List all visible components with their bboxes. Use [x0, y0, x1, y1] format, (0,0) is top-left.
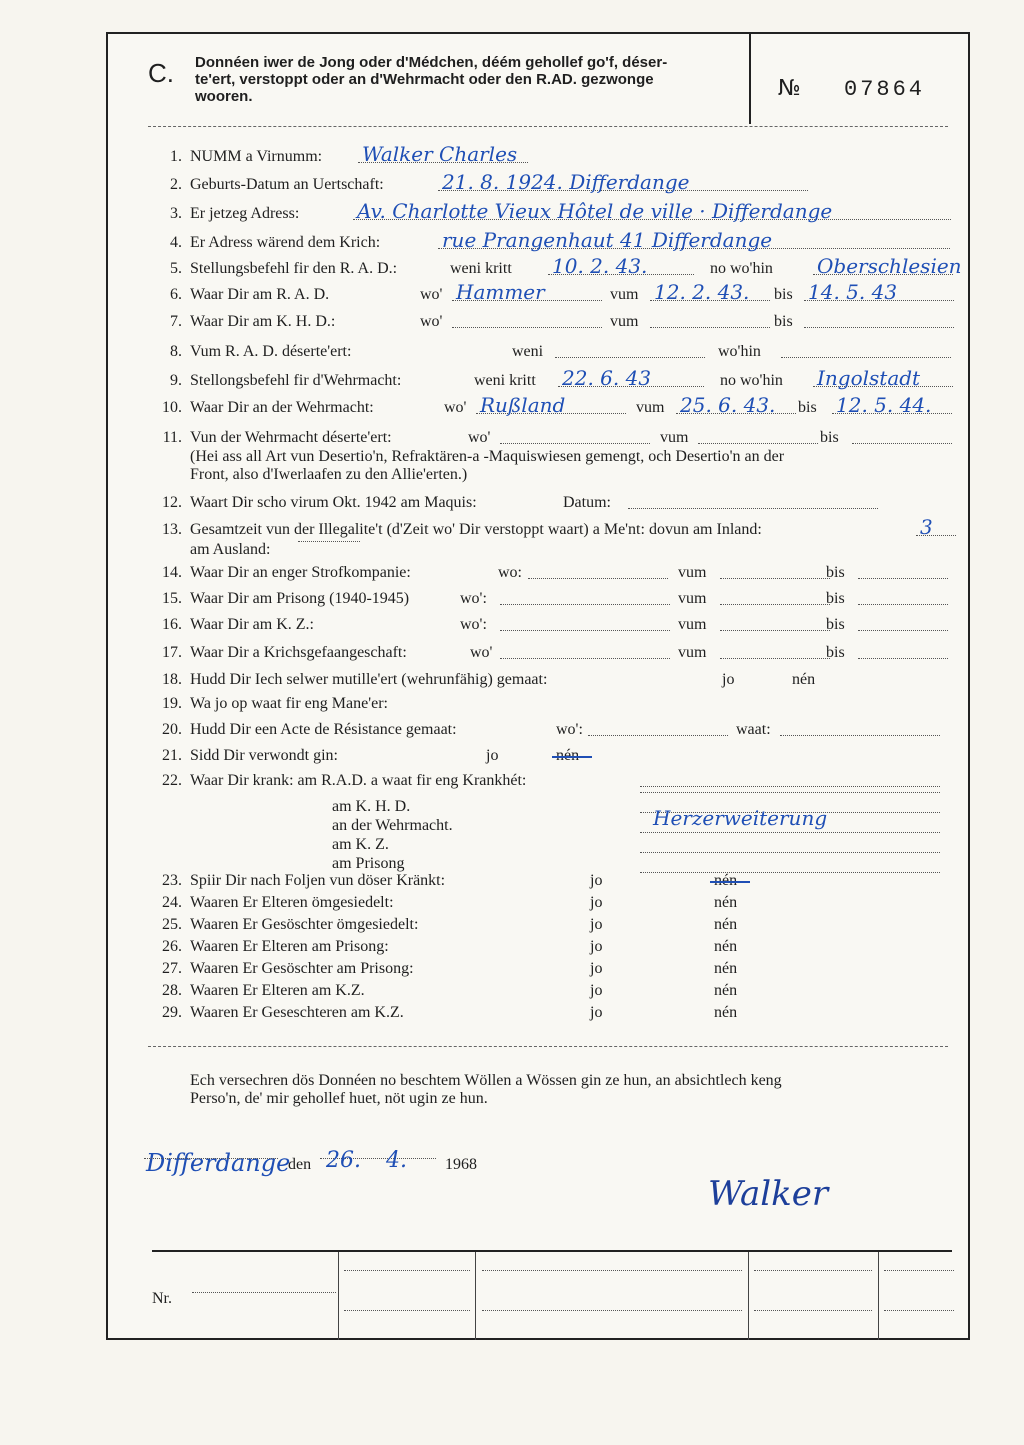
- row-input-field[interactable]: [500, 630, 670, 631]
- row-field-label: weni kritt: [474, 372, 536, 389]
- row-22-handwritten-value: Herzerweiterung: [653, 806, 828, 830]
- date-month-handwritten: 4.: [386, 1148, 407, 1173]
- form-row: [108, 747, 968, 769]
- footer-top-rule: [152, 1250, 952, 1252]
- form-row: [108, 199, 968, 227]
- row-field-label: waat:: [736, 721, 771, 738]
- footer-nr-field[interactable]: [192, 1292, 336, 1293]
- row-number: 19.: [162, 695, 182, 712]
- footer-field[interactable]: [482, 1310, 742, 1311]
- row-number: 25.: [162, 916, 182, 933]
- handwritten-entry: Walker Charles: [362, 142, 518, 166]
- form-row: [108, 280, 968, 308]
- row-field-label: vum: [678, 644, 707, 661]
- row-input-field[interactable]: [698, 443, 818, 444]
- row-field-label: wo':: [460, 590, 487, 607]
- row-field-label: vum: [678, 564, 707, 581]
- row-number: 27.: [162, 960, 182, 977]
- title-line: te'ert, verstoppt oder an d'Wehrmacht oder den R.AD. gezwonge: [195, 71, 654, 88]
- row-22-field[interactable]: [640, 872, 940, 873]
- footer-field[interactable]: [344, 1270, 470, 1271]
- row-number: 1.: [170, 148, 182, 165]
- row-label: Stellungsbefehl fir den R. A. D.:: [190, 260, 398, 277]
- row-field-label: nén: [714, 1004, 738, 1021]
- row-field-label: wo'hin: [718, 343, 761, 360]
- footer-field[interactable]: [754, 1270, 872, 1271]
- declaration-line: Ech versechren dös Donnéen no beschtem Wöllen a Wössen gin ze hun, an absichtlech keng: [190, 1072, 782, 1089]
- footer-field[interactable]: [482, 1270, 742, 1271]
- row-label: Waaren Er Elteren am K.Z.: [190, 982, 365, 999]
- row-field-label: wo': [470, 644, 493, 661]
- row-label: Waaren Er Gesöschter am Prisong:: [190, 960, 414, 977]
- row-13-abroad-field[interactable]: [298, 541, 360, 542]
- row-number: 16.: [162, 616, 182, 633]
- footer-field[interactable]: [754, 1310, 872, 1311]
- row-number: 24.: [162, 894, 182, 911]
- row-field-label: weni: [512, 343, 544, 360]
- title-line: Donnéen iwer de Jong oder d'Médchen, déém gehollef go'f, déser-: [195, 54, 668, 71]
- row-field-label: wo': [444, 399, 467, 416]
- row-field-label: bis: [826, 616, 845, 633]
- row-input-field[interactable]: [500, 443, 650, 444]
- handwritten-entry: 12. 2. 43.: [654, 280, 750, 304]
- form-row: [108, 644, 968, 666]
- row-input-field[interactable]: [628, 508, 878, 509]
- strike-mark: [552, 756, 592, 758]
- handwritten-entry: rue Prangenhaut 41 Differdange: [442, 228, 773, 252]
- row-number: 3.: [170, 205, 182, 222]
- row-input-field[interactable]: [588, 735, 728, 736]
- handwritten-entry: 25. 6. 43.: [680, 393, 776, 417]
- row-label: Geburts-Datum an Uertschaft:: [190, 176, 384, 193]
- row-field-label: Datum:: [563, 494, 611, 511]
- handwritten-entry: Av. Charlotte Vieux Hôtel de ville · Differdange: [357, 199, 833, 223]
- form-row: [108, 590, 968, 612]
- row-field-label: jo: [590, 960, 603, 977]
- date-day-handwritten: 26.: [326, 1148, 361, 1173]
- title-line: wooren.: [195, 88, 253, 105]
- declaration: [190, 1072, 782, 1108]
- row-label: Vun der Wehrmacht déserte'ert:: [190, 429, 392, 446]
- row-label: Waar Dir an der Wehrmacht:: [190, 399, 374, 416]
- form-row: [108, 671, 968, 693]
- row-number: 26.: [162, 938, 182, 955]
- form-row: [108, 982, 968, 1004]
- mid-separator: [148, 1046, 948, 1047]
- form-row: [108, 254, 968, 282]
- row-11-note: [190, 448, 784, 484]
- row-label: Waar Dir am K. H. D.:: [190, 313, 336, 330]
- row-field-label: vum: [660, 429, 689, 446]
- form-row: [108, 515, 968, 543]
- row-field-label: jo: [590, 938, 603, 955]
- row-input-field[interactable]: [452, 327, 602, 328]
- form-row: [108, 343, 968, 365]
- row-input-field[interactable]: [720, 578, 830, 579]
- form-row: [108, 366, 968, 394]
- row-number: 28.: [162, 982, 182, 999]
- row-input-field[interactable]: [858, 630, 948, 631]
- row-number: 11.: [162, 429, 182, 446]
- row-field-label: wo': [468, 429, 491, 446]
- row-input-field[interactable]: [780, 735, 940, 736]
- row-field-label: bis: [826, 590, 845, 607]
- row-field-label: wo':: [460, 616, 487, 633]
- form-row: [108, 494, 968, 516]
- row-number: 14.: [162, 564, 182, 581]
- den-label: den: [288, 1156, 312, 1173]
- row-label: Waaren Er Gesöschter ömgesiedelt:: [190, 916, 419, 933]
- row-input-field[interactable]: [555, 357, 705, 358]
- form-row: [108, 772, 968, 794]
- row-number: 8.: [170, 343, 182, 360]
- row-field-label: jo: [590, 982, 603, 999]
- row-input-field[interactable]: [858, 578, 948, 579]
- form-row: [108, 228, 968, 256]
- form-row: [108, 721, 968, 743]
- row-label: NUMM a Virnumm:: [190, 148, 323, 165]
- row-label: Waart Dir scho virum Okt. 1942 am Maquis:: [190, 494, 477, 511]
- row-field-label: no wo'hin: [710, 260, 773, 277]
- row-input-field[interactable]: [720, 630, 830, 631]
- row-label: Waar Dir am R. A. D.: [190, 286, 330, 303]
- row-number: 10.: [162, 399, 182, 416]
- row-field-label: vum: [610, 286, 639, 303]
- row-field-label: bis: [798, 399, 817, 416]
- row-field-label: wo': [420, 313, 443, 330]
- row-number: 2.: [170, 176, 182, 193]
- row-field-label: wo':: [556, 721, 583, 738]
- row-number: 7.: [170, 313, 182, 330]
- row-field-label: wo:: [498, 564, 522, 581]
- row-label: Gesamtzeit vun der Illegalite't (d'Zeit wo' Dir verstoppt waart) a Me'nt: dovun am Inland:: [190, 521, 762, 538]
- form-row: [108, 142, 968, 170]
- row-label: Waar Dir am Prisong (1940-1945): [190, 590, 410, 607]
- row-field-label: jo: [590, 1004, 603, 1021]
- row-label: Waar Dir a Krichsgefaangeschaft:: [190, 644, 407, 661]
- row-field-label: jo: [590, 916, 603, 933]
- form-row: [108, 1004, 968, 1026]
- handwritten-entry: 21. 8. 1924. Differdange: [442, 170, 690, 194]
- row-field-label: jo: [486, 747, 499, 764]
- handwritten-entry: Hammer: [456, 280, 545, 304]
- row-label: Waaren Er Elteren am Prisong:: [190, 938, 389, 955]
- row-field-label: wo': [420, 286, 443, 303]
- form-number: 07864: [844, 77, 926, 102]
- row-22-sub: am K. H. D.: [332, 798, 411, 815]
- row-input-field[interactable]: [804, 327, 954, 328]
- row-label: Wa jo op waat fir eng Mane'er:: [190, 695, 388, 712]
- form-row: [108, 564, 968, 586]
- row-input-field[interactable]: [858, 604, 948, 605]
- form-row: [108, 170, 968, 198]
- handwritten-entry: 10. 2. 43.: [552, 254, 648, 278]
- row-number: 6.: [170, 286, 182, 303]
- row-22-sub: am K. Z.: [332, 836, 389, 853]
- row-number: 18.: [162, 671, 182, 688]
- row-field-label: nén: [714, 894, 738, 911]
- section-letter: C.: [148, 58, 174, 88]
- footer-field[interactable]: [344, 1310, 470, 1311]
- signature: Walker: [708, 1174, 829, 1214]
- row-number: 21.: [162, 747, 182, 764]
- form-row: [108, 916, 968, 938]
- row-field-label: bis: [826, 564, 845, 581]
- handwritten-entry: 22. 6. 43: [562, 366, 652, 390]
- row-field-label: jo: [590, 872, 603, 889]
- place-handwritten: Differdange: [146, 1149, 291, 1177]
- header-separator: [148, 126, 948, 127]
- form-row: [108, 894, 968, 916]
- row-label: Waar Dir krank: am R.A.D. a waat fir eng Krankhét:: [190, 772, 527, 789]
- footer-field[interactable]: [884, 1270, 954, 1271]
- row-input-field[interactable]: [650, 327, 770, 328]
- row-22-field[interactable]: [640, 852, 940, 853]
- row-field-label: vum: [610, 313, 639, 330]
- row-input-field[interactable]: [858, 658, 948, 659]
- footer-nr-label: Nr.: [152, 1290, 172, 1307]
- row-input-field[interactable]: [781, 357, 951, 358]
- row-label: Sidd Dir verwondt gin:: [190, 747, 338, 764]
- row-label: Waaren Er Geseschteren am K.Z.: [190, 1004, 404, 1021]
- date-year: 1968: [445, 1156, 477, 1173]
- row-field-label: vum: [678, 590, 707, 607]
- row-22-sub: an der Wehrmacht.: [332, 817, 453, 834]
- row-field-label: vum: [636, 399, 665, 416]
- form-row: [108, 313, 968, 335]
- row-13-abroad-label: am Ausland:: [190, 541, 271, 558]
- number-symbol: №: [778, 76, 801, 101]
- row-label: Vum R. A. D. déserte'ert:: [190, 343, 352, 360]
- form-row: [108, 960, 968, 982]
- footer-divider: [338, 1252, 339, 1340]
- footer-divider: [748, 1252, 749, 1340]
- row-number: 17.: [162, 644, 182, 661]
- row-label: Er jetzeg Adress:: [190, 205, 300, 222]
- footer-divider: [475, 1252, 476, 1340]
- place-field[interactable]: [144, 1158, 278, 1159]
- row-input-field[interactable]: [852, 443, 952, 444]
- row-label: Waar Dir an enger Strofkompanie:: [190, 564, 411, 581]
- declaration-line: Perso'n, de' mir gehollef huet, nöt ugin ze hun.: [190, 1090, 488, 1107]
- row-label: Hudd Dir een Acte de Résistance gemaat:: [190, 721, 457, 738]
- row-number: 29.: [162, 1004, 182, 1021]
- row-field-label: jo: [590, 894, 603, 911]
- row-input-field[interactable]: [720, 658, 830, 659]
- row-label: Er Adress wärend dem Krich:: [190, 234, 381, 251]
- handwritten-entry: 14. 5. 43: [808, 280, 898, 304]
- row-number: 15.: [162, 590, 182, 607]
- form-row: [108, 938, 968, 960]
- handwritten-entry: Oberschlesien: [817, 254, 962, 278]
- form-sheet: [106, 32, 970, 1340]
- handwritten-entry: Rußland: [480, 393, 566, 417]
- row-label: Waaren Er Elteren ömgesiedelt:: [190, 894, 394, 911]
- row-label: Waar Dir am K. Z.:: [190, 616, 314, 633]
- row-label: Stellongsbefehl fir d'Wehrmacht:: [190, 372, 402, 389]
- form-row: [108, 872, 968, 894]
- row-input-field[interactable]: [500, 658, 670, 659]
- row-number: 23.: [162, 872, 182, 889]
- header-divider: [749, 34, 751, 124]
- row-field-label: nén: [714, 938, 738, 955]
- row-22-sub-list: [332, 797, 453, 873]
- row-field-label: no wo'hin: [720, 372, 783, 389]
- row-number: 12.: [162, 494, 182, 511]
- row-input-field[interactable]: [500, 604, 670, 605]
- handwritten-entry: 12. 5. 44.: [836, 393, 932, 417]
- row-field-label: weni kritt: [450, 260, 512, 277]
- form-row: [108, 393, 968, 421]
- row-number: 22.: [162, 772, 182, 789]
- row-field-label: jo: [722, 671, 735, 688]
- row-number: 13.: [162, 521, 182, 538]
- strike-mark: [710, 881, 750, 883]
- row-field-label: nén: [714, 916, 738, 933]
- row-field-label: vum: [678, 616, 707, 633]
- row-22-field[interactable]: [640, 792, 940, 793]
- row-field-label: bis: [774, 286, 793, 303]
- footer-field[interactable]: [884, 1310, 954, 1311]
- row-input-field[interactable]: [720, 604, 830, 605]
- handwritten-entry: Ingolstadt: [817, 366, 921, 390]
- handwritten-entry: 3: [920, 515, 933, 539]
- row-input-field[interactable]: [640, 786, 940, 787]
- form-row: [108, 695, 968, 717]
- note-line: (Hei ass all Art vun Desertio'n, Refraktären-a -Maquiswiesen gemengt, och Desertio'n an der: [190, 448, 785, 465]
- row-number: 4.: [170, 234, 182, 251]
- form-title: [195, 54, 735, 105]
- row-input-field[interactable]: [528, 578, 668, 579]
- row-field-label: nén: [792, 671, 816, 688]
- row-field-label: nén: [714, 960, 738, 977]
- row-22-field[interactable]: [640, 832, 940, 833]
- row-field-label: bis: [774, 313, 793, 330]
- row-22-sub: am Prisong: [332, 855, 405, 872]
- row-field-label: nén: [714, 982, 738, 999]
- row-number: 20.: [162, 721, 182, 738]
- row-number: 5.: [170, 260, 182, 277]
- row-label: Spiir Dir nach Foljen vun döser Kränkt:: [190, 872, 446, 889]
- row-label: Hudd Dir Iech selwer mutille'ert (wehrunfähig) gemaat:: [190, 671, 548, 688]
- note-line: Front, also d'Iwerlaafen zu den Allie'erten.): [190, 466, 468, 483]
- form-row: [108, 616, 968, 638]
- row-field-label: bis: [826, 644, 845, 661]
- row-field-label: bis: [820, 429, 839, 446]
- row-number: 9.: [170, 372, 182, 389]
- footer-divider: [878, 1252, 879, 1340]
